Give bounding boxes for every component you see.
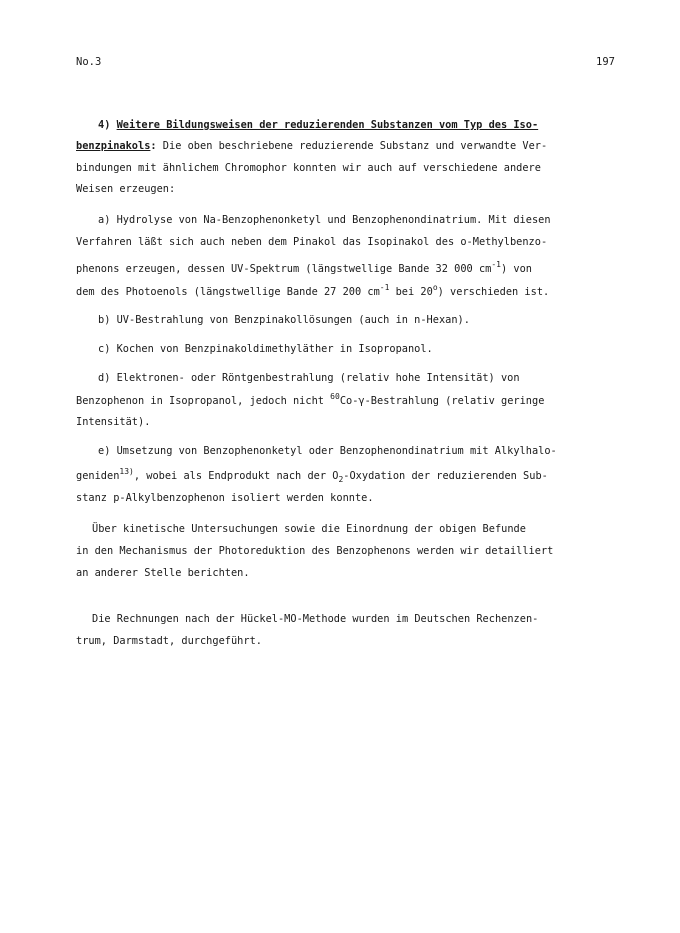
reference-marker: 13) [119, 467, 134, 476]
wavenumber-exponent: -1 [491, 260, 501, 269]
kinetic-paragraph-line-2: in den Mechanismus der Photoreduktion des Benzophenons werden wir detailliert [76, 545, 554, 557]
section-4-title-colon: : [150, 140, 157, 152]
journal-issue-number: No.3 [76, 56, 102, 68]
section-4-title-part-1: Weitere Bildungsweisen der reduzierenden Substanzen vom Typ des Iso- [116, 119, 539, 131]
item-d-line-1: d) Elektronen- oder Röntgenbestrahlung (relativ hohe Intensität) von [98, 372, 520, 384]
item-a-line-3-end: ) von [501, 263, 532, 275]
section-4-title-part-2: benzpinakols [76, 140, 151, 152]
section-4-line-2 [76, 139, 547, 153]
item-a-line-4 [76, 285, 549, 299]
item-a-line-2: Verfahren läßt sich auch neben dem Pinakol das Isopinakol des o-Methylbenzo- [76, 236, 548, 248]
item-d-line-2-text: Benzophenon in Isopropanol, jedoch nicht [76, 395, 331, 407]
isotope-mass-number: 60 [330, 392, 340, 401]
item-a-line-4-end: ) verschieden ist. [437, 286, 550, 298]
acknowledgement-line-2: trum, Darmstadt, durchgeführt. [76, 635, 262, 647]
kinetic-paragraph-line-1: Über kinetische Untersuchungen sowie die Einordnung der obigen Befunde [92, 523, 526, 535]
item-c-line-1: c) Kochen von Benzpinakoldimethyläther in Isopropanol. [98, 343, 433, 355]
item-a-line-3-text: phenons erzeugen, dessen UV-Spektrum (längstwellige Bande 32 000 cm [76, 263, 492, 275]
item-e-line-1: e) Umsetzung von Benzophenonketyl oder Benzophenondinatrium mit Alkylhalo- [98, 445, 557, 457]
oxygen-subscript: 2 [338, 475, 344, 484]
item-e-line-2 [76, 469, 548, 483]
section-4-line-3: bindungen mit ähnlichem Chromophor konnten wir auch auf verschiedene andere [76, 162, 541, 174]
page-number: 197 [596, 56, 615, 68]
item-e-line-2-mid: , wobei als Endprodukt nach der O [133, 470, 339, 482]
section-4-text: Die oben beschriebene reduzierende Substanz und verwandte Ver- [156, 140, 548, 152]
acknowledgement-line-1: Die Rechnungen nach der Hückel-MO-Methode wurden im Deutschen Rechenzen- [92, 613, 539, 625]
item-d-line-2-end: Co-γ-Bestrahlung (relativ geringe [339, 395, 545, 407]
item-a-line-4-mid: bei 20 [389, 286, 433, 298]
item-d-line-2 [76, 394, 544, 408]
section-4-heading-line-1 [98, 118, 538, 132]
item-a-line-4-text: dem des Photoenols (längstwellige Bande 27 200 cm [76, 286, 380, 298]
section-4-line-4: Weisen erzeugen: [76, 183, 176, 195]
item-d-line-3: Intensität). [76, 416, 151, 428]
item-a-line-3 [76, 262, 532, 276]
wavenumber-exponent: -1 [379, 283, 390, 292]
kinetic-paragraph-line-3: an anderer Stelle berichten. [76, 567, 250, 579]
item-e-line-2-end: -Oxydation der reduzierenden Sub- [343, 470, 548, 482]
item-e-line-3: stanz p-Alkylbenzophenon isoliert werden konnte. [76, 492, 374, 504]
degree-symbol: o [432, 283, 438, 292]
item-a-line-1: a) Hydrolyse von Na-Benzophenonketyl und Benzophenondinatrium. Mit diesen [98, 214, 551, 226]
item-b-line-1: b) UV-Bestrahlung von Benzpinakollösungen (auch in n-Hexan). [98, 314, 470, 326]
section-4-number: 4) [98, 119, 117, 131]
item-e-line-2-text: geniden [76, 470, 120, 482]
